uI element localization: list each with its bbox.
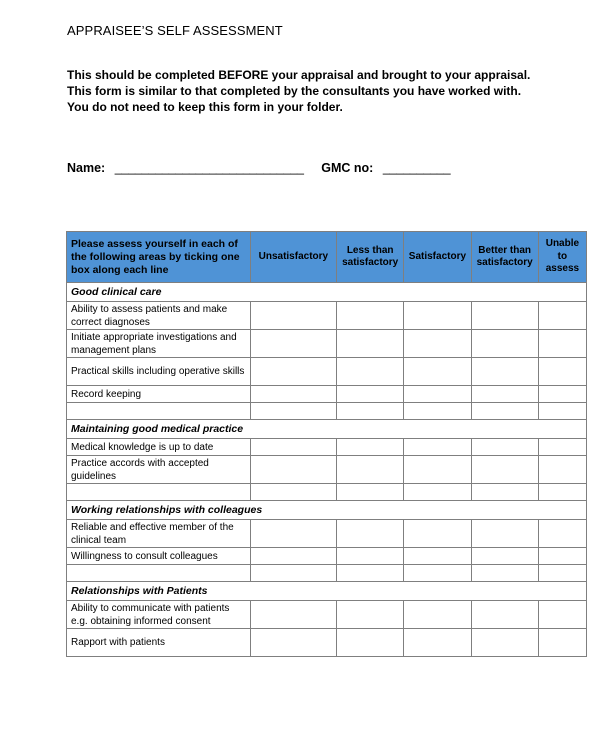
intro-line: You do not need to keep this form in your folder. (67, 100, 343, 114)
rating-cell[interactable] (337, 629, 404, 657)
criterion-label: Ability to communicate with patients e.g. obtaining informed consent (67, 601, 251, 629)
blank-row (67, 403, 587, 420)
table-row (67, 386, 587, 403)
rating-cell[interactable] (538, 456, 586, 484)
criterion-label: Ability to assess patients and make correct diagnoses (67, 302, 251, 330)
blank-row (67, 565, 587, 582)
blank-cell (337, 403, 404, 420)
rating-cell[interactable] (404, 439, 471, 456)
rating-cell[interactable] (471, 330, 538, 358)
table-row (67, 330, 587, 358)
rating-cell[interactable] (538, 548, 586, 565)
rating-cell[interactable] (538, 520, 586, 548)
rating-cell[interactable] (337, 548, 404, 565)
rating-cell[interactable] (404, 302, 471, 330)
blank-cell (471, 403, 538, 420)
criterion-label: Practical skills including operative skills (67, 358, 251, 386)
gmc-label: GMC no: (321, 161, 374, 175)
rating-cell[interactable] (250, 456, 336, 484)
rating-cell[interactable] (538, 629, 586, 657)
blank-cell (404, 484, 471, 501)
blank-cell (67, 565, 251, 582)
rating-cell[interactable] (404, 548, 471, 565)
column-header: Satisfactory (404, 232, 471, 283)
rating-cell[interactable] (404, 629, 471, 657)
instruction-header: Please assess yourself in each of the following areas by ticking one box along each line (67, 232, 251, 283)
rating-cell[interactable] (404, 520, 471, 548)
rating-cell[interactable] (538, 439, 586, 456)
criterion-label: Rapport with patients (67, 629, 251, 657)
blank-row (67, 484, 587, 501)
rating-cell[interactable] (538, 386, 586, 403)
intro-line: This should be completed BEFORE your appraisal and brought to your appraisal. (67, 68, 531, 82)
blank-cell (67, 484, 251, 501)
table-row (67, 358, 587, 386)
blank-cell (471, 484, 538, 501)
blank-cell (337, 565, 404, 582)
rating-cell[interactable] (471, 386, 538, 403)
rating-cell[interactable] (250, 548, 336, 565)
rating-cell[interactable] (250, 386, 336, 403)
rating-cell[interactable] (404, 358, 471, 386)
table-row (67, 520, 587, 548)
blank-cell (250, 403, 336, 420)
table-row (67, 601, 587, 629)
rating-cell[interactable] (471, 601, 538, 629)
rating-cell[interactable] (337, 456, 404, 484)
rating-cell[interactable] (404, 601, 471, 629)
blank-cell (404, 565, 471, 582)
blank-cell (250, 565, 336, 582)
intro-text (67, 67, 547, 115)
rating-cell[interactable] (337, 439, 404, 456)
rating-cell[interactable] (471, 520, 538, 548)
blank-cell (250, 484, 336, 501)
rating-cell[interactable] (337, 302, 404, 330)
blank-cell (538, 403, 586, 420)
column-header: Less than satisfactory (337, 232, 404, 283)
column-header: Unable to assess (538, 232, 586, 283)
rating-cell[interactable] (404, 456, 471, 484)
rating-cell[interactable] (337, 601, 404, 629)
rating-cell[interactable] (337, 358, 404, 386)
rating-cell[interactable] (250, 330, 336, 358)
criterion-label: Practice accords with accepted guidelines (67, 456, 251, 484)
rating-cell[interactable] (471, 456, 538, 484)
rating-cell[interactable] (337, 520, 404, 548)
criterion-label: Reliable and effective member of the clinical team (67, 520, 251, 548)
rating-cell[interactable] (471, 629, 538, 657)
rating-cell[interactable] (538, 330, 586, 358)
table-row (67, 302, 587, 330)
blank-cell (538, 484, 586, 501)
rating-cell[interactable] (250, 439, 336, 456)
section-title: Working relationships with colleagues (67, 501, 587, 520)
blank-cell (404, 403, 471, 420)
section-title: Relationships with Patients (67, 582, 587, 601)
name-label: Name: (67, 161, 106, 175)
section-title: Maintaining good medical practice (67, 420, 587, 439)
rating-cell[interactable] (471, 358, 538, 386)
intro-line: This form is similar to that completed by the consultants you have worked with. (67, 84, 522, 98)
rating-cell[interactable] (471, 439, 538, 456)
rating-cell[interactable] (538, 302, 586, 330)
rating-cell[interactable] (337, 330, 404, 358)
rating-cell[interactable] (250, 601, 336, 629)
identity-fields (67, 161, 450, 175)
name-field[interactable]: ____________________________ (114, 161, 304, 175)
section-title: Good clinical care (67, 283, 587, 302)
rating-cell[interactable] (337, 386, 404, 403)
rating-cell[interactable] (250, 629, 336, 657)
column-header: Unsatisfactory (250, 232, 336, 283)
blank-cell (67, 403, 251, 420)
rating-cell[interactable] (471, 302, 538, 330)
section-row (67, 501, 587, 520)
section-row (67, 582, 587, 601)
criterion-label: Initiate appropriate investigations and management plans (67, 330, 251, 358)
rating-cell[interactable] (250, 358, 336, 386)
table-header-row (67, 232, 587, 283)
table-row (67, 548, 587, 565)
section-row (67, 420, 587, 439)
rating-cell[interactable] (250, 302, 336, 330)
section-row (67, 283, 587, 302)
column-header: Better than satisfactory (471, 232, 538, 283)
blank-cell (538, 565, 586, 582)
blank-cell (337, 484, 404, 501)
criterion-label: Willingness to consult colleagues (67, 548, 251, 565)
blank-cell (471, 565, 538, 582)
criterion-label: Record keeping (67, 386, 251, 403)
criterion-label: Medical knowledge is up to date (67, 439, 251, 456)
table-row (67, 456, 587, 484)
rating-cell[interactable] (404, 330, 471, 358)
rating-cell[interactable] (471, 548, 538, 565)
rating-cell[interactable] (538, 601, 586, 629)
table-row (67, 629, 587, 657)
table-row (67, 439, 587, 456)
rating-cell[interactable] (538, 358, 586, 386)
assessment-table (66, 231, 587, 657)
gmc-field[interactable]: __________ (382, 161, 451, 175)
rating-cell[interactable] (404, 386, 471, 403)
rating-cell[interactable] (250, 520, 336, 548)
document-title: APPRAISEE’S SELF ASSESSMENT (67, 23, 283, 38)
